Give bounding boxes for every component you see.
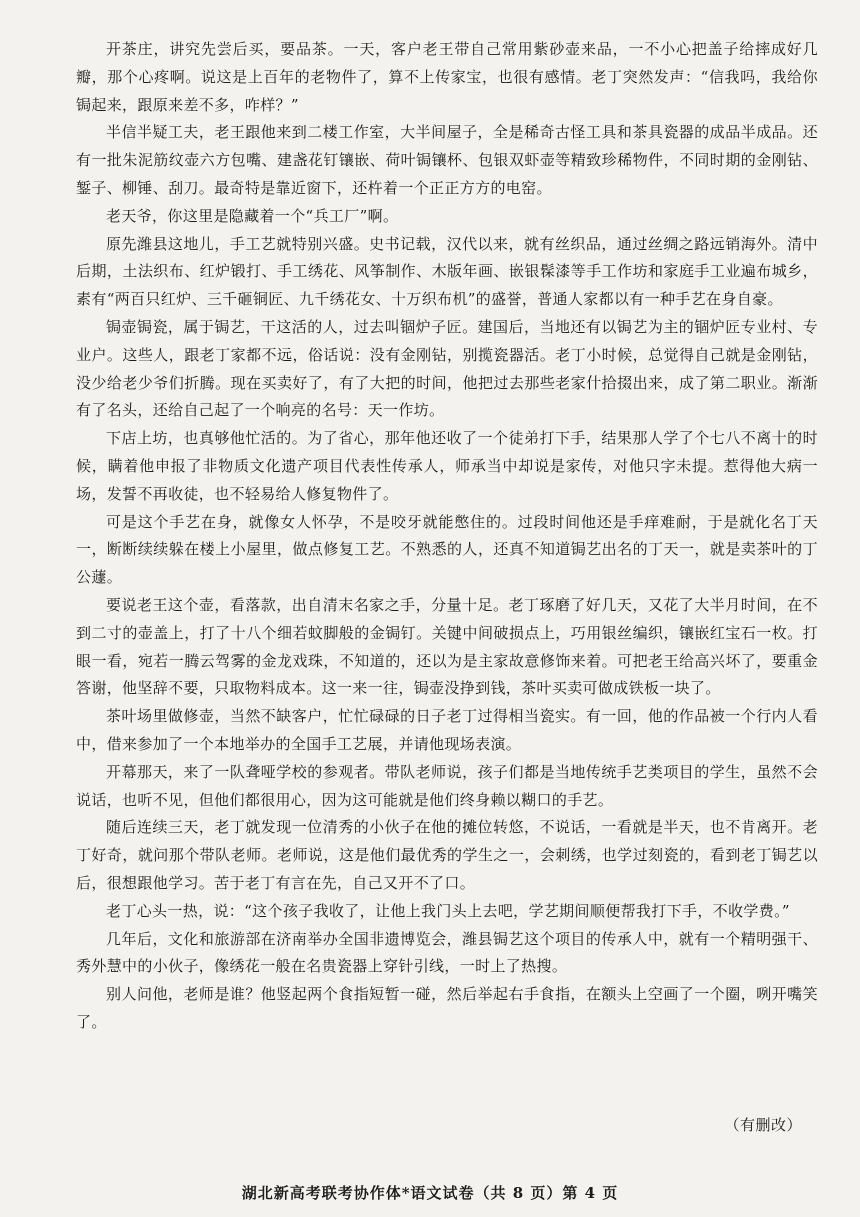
paragraph: 茶叶场里做修壶，当然不缺客户，忙忙碌碌的日子老丁过得相当瓷实。有一回，他的作品被一个行内人看中，借来参加了一个本地举办的全国手工艺展，并请他现场表演。: [76, 707, 818, 753]
page-footer: 湖北新高考联考协作体*语文试卷（共 8 页）第 4 页: [241, 1184, 619, 1202]
paragraph: 可是这个手艺在身，就像女人怀孕，不是咬牙就能憋住的。过段时间他还是手痒难耐，于是就化名丁天一，断断续续躲在楼上小屋里，做点修复工艺。不熟悉的人，还真不知道锔艺出名的丁天一，就是卖茶叶的丁公蘧。: [76, 512, 818, 587]
paragraph: 老天爷，你这里是隐藏着一个“兵工厂”啊。: [106, 206, 399, 225]
paragraph: 半信半疑工夫，老王跟他来到二楼工作室，大半间屋子，全是稀奇古怪工具和茶具瓷器的成品半成品。还有一批朱泥筋纹壶六方包嘴、建盏花钉镶嵌、荷叶锔镶杯、包银双虾壶等精致珍稀物件，不同时期的金刚钻、錾子、柳锤、刮刀。最奇特是靠近窗下，还杵着一个正正方方的电窑。: [76, 123, 818, 197]
paragraph: 锔壶锔瓷，属于锔艺，干这活的人，过去叫锢炉子匠。建国后，当地还有以锔艺为主的锢炉匠专业村、专业户。这些人，跟老丁家都不远，俗话说：没有金刚钻，别揽瓷器活。老丁小时候，总觉得自己就是金刚钻，没少给老少爷们折腾。现在买卖好了，有了大把的时间，他把过去那些老家什拾掇出来，成了第二职业。渐渐有了名头，还给自己起了一个响亮的名号：天一作坊。: [76, 317, 818, 420]
paragraph: 要说老王这个壶，看落款，出自清末名家之手，分量十足。老丁琢磨了好几天，又花了大半月时间，在不到二寸的壶盖上，打了十八个细若蚊脚般的金锔钉。关键中间破损点上，巧用银丝编织，镶嵌红宝石一枚。打眼一看，宛若一腾云驾雾的金龙戏珠，不知道的，还以为是主家故意修饰来着。可把老王给高兴坏了，要重金答谢，他坚辞不要，只取物料成本。这一来一往，锔壶没挣到钱，茶叶买卖可做成铁板一块了。: [76, 595, 818, 698]
paragraph: 老丁心头一热，说：“这个孩子我收了，让他上我门头上去吧，学艺期间顺便帮我打下手，不收学费。”: [106, 901, 790, 920]
paragraph: 开茶庄，讲究先尝后买，要品茶。一天，客户老王带自己常用紫砂壶来品，一不小心把盖子给摔成好几瓣，那个心疼啊。说这是上百年的老物件了，算不上传家宝，也很有感情。老丁突然发声：“信我吗，我给你锔起来，跟原来差不多，咋样？”: [76, 40, 818, 114]
paragraph: 下店上坊，也真够他忙活的。为了省心，那年他还收了一个徒弟打下手，结果那人学了个七八不离十的时候，瞒着他申报了非物质文化遗产项目代表性传承人，师承当中却说是家传，对他只字未提。惹得他大病一场，发誓不再收徒，也不轻易给人修复物件了。: [76, 429, 818, 503]
paragraph: 开幕那天，来了一队聋哑学校的参观者。带队老师说，孩子们都是当地传统手艺类项目的学生，虽然不会说话，也听不见，但他们都很用心，因为这可能就是他们终身赖以糊口的手艺。: [76, 762, 818, 809]
paragraph: 原先潍县这地儿，手工艺就特别兴盛。史书记载，汉代以来，就有丝织品，通过丝绸之路远销海外。清中后期，土法织布、红炉锻打、手工绣花、风筝制作、木版年画、嵌银髹漆等手工作坊和家庭手工业遍布城乡，素有“两百只红炉、三千砸铜匠、九千绣花女、十万织布机”的盛誉，普通人家都以有一种手艺在身自豪。: [76, 234, 818, 309]
paragraph: 随后连续三天，老丁就发现一位清秀的小伙子在他的摊位转悠，不说话，一看就是半天，也不肯离开。老丁好奇，就问那个带队老师。老师说，这是他们最优秀的学生之一，会刺绣，也学过刻瓷的，看到老丁锔艺以后，很想跟他学习。苦于老丁有言在先，自己又开不了口。: [76, 818, 818, 892]
paragraph: 别人问他，老师是谁？他竖起两个食指短暂一碰，然后举起右手食指，在额头上空画了一个圈，咧开嘴笑了。: [76, 985, 818, 1031]
paragraph: 几年后，文化和旅游部在济南举办全国非遗博览会，潍县锔艺这个项目的传承人中，就有一个精明强干、秀外慧中的小伙子，像绣花一般在名贵瓷器上穿针引线，一时上了热搜。: [76, 929, 818, 976]
source-note: （有删改）: [724, 1116, 802, 1134]
article-body: [76, 36, 818, 1037]
